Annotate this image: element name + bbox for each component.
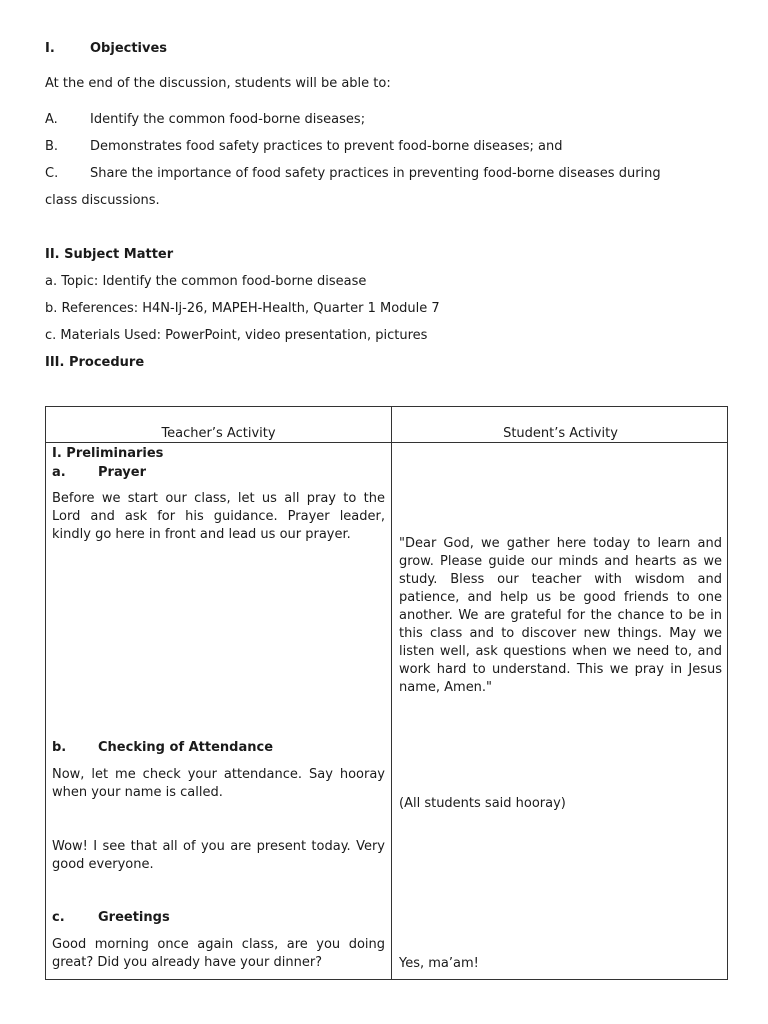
- greetings-title: Greetings: [98, 910, 170, 925]
- objective-letter: B.: [45, 139, 59, 154]
- prayer-teacher-text: Before we start our class, let us all pray to the Lord and ask for his guidance. Prayer leader, kindly go here in front and lead us our prayer.: [52, 491, 385, 542]
- greetings-student-text: Yes, ma’am!: [399, 956, 479, 971]
- attendance-student-text: (All students said hooray): [399, 796, 566, 811]
- objective-item-a: [45, 112, 365, 127]
- attendance-letter: b.: [52, 740, 67, 755]
- greetings-teacher-text: Good morning once again class, are you doing great? Did you already have your dinner?: [52, 937, 385, 970]
- subject-matter-heading: II. Subject Matter: [45, 247, 174, 262]
- subject-topic: a. Topic: Identify the common food-borne disease: [45, 274, 367, 289]
- objective-item-b: [45, 139, 563, 154]
- objective-item-c: [45, 166, 661, 181]
- greetings-letter: c.: [52, 910, 65, 925]
- prayer-letter: a.: [52, 465, 66, 480]
- objective-continuation: class discussions.: [45, 193, 160, 208]
- objective-text: Share the importance of food safety practices in preventing food-borne diseases during: [90, 166, 661, 181]
- prayer-student-text: "Dear God, we gather here today to learn and grow. Please guide our minds and hearts as we study. Bless our teacher with wisdom and patience, and help us be good friends to one another. We are grateful for the chance to be in this class and to discover new things. May we listen well, ask questions when we need to, and work hard to understand. This we pray in Jesus name, Amen.": [399, 536, 722, 695]
- objective-letter: A.: [45, 112, 58, 127]
- attendance-teacher-text-2: Wow! I see that all of you are present today. Very good everyone.: [52, 839, 385, 872]
- header-divider: [46, 442, 727, 443]
- objective-text: Identify the common food-borne diseases;: [90, 112, 366, 127]
- preliminaries-heading: I. Preliminaries: [52, 446, 164, 461]
- prayer-title: Prayer: [98, 465, 147, 480]
- subject-materials: c. Materials Used: PowerPoint, video presentation, pictures: [45, 328, 428, 343]
- attendance-teacher-text-1: Now, let me check your attendance. Say hooray when your name is called.: [52, 767, 385, 800]
- procedure-table: [45, 406, 728, 980]
- objectives-title: Objectives: [90, 41, 168, 56]
- attendance-title: Checking of Attendance: [98, 740, 274, 755]
- column-divider: [391, 407, 392, 979]
- procedure-heading: III. Procedure: [45, 355, 145, 370]
- objectives-intro: At the end of the discussion, students will be able to:: [45, 76, 391, 91]
- greetings-heading: [52, 909, 170, 927]
- objective-letter: C.: [45, 166, 59, 181]
- student-activity-header: Student’s Activity: [503, 426, 618, 441]
- objectives-heading: [45, 41, 167, 56]
- objectives-numeral: I.: [45, 41, 55, 56]
- attendance-heading: [52, 739, 273, 757]
- objective-text: Demonstrates food safety practices to prevent food-borne diseases; and: [90, 139, 563, 154]
- teacher-activity-header: Teacher’s Activity: [161, 426, 276, 441]
- prayer-heading: [52, 464, 146, 482]
- subject-references: b. References: H4N-Ij-26, MAPEH-Health, Quarter 1 Module 7: [45, 301, 440, 316]
